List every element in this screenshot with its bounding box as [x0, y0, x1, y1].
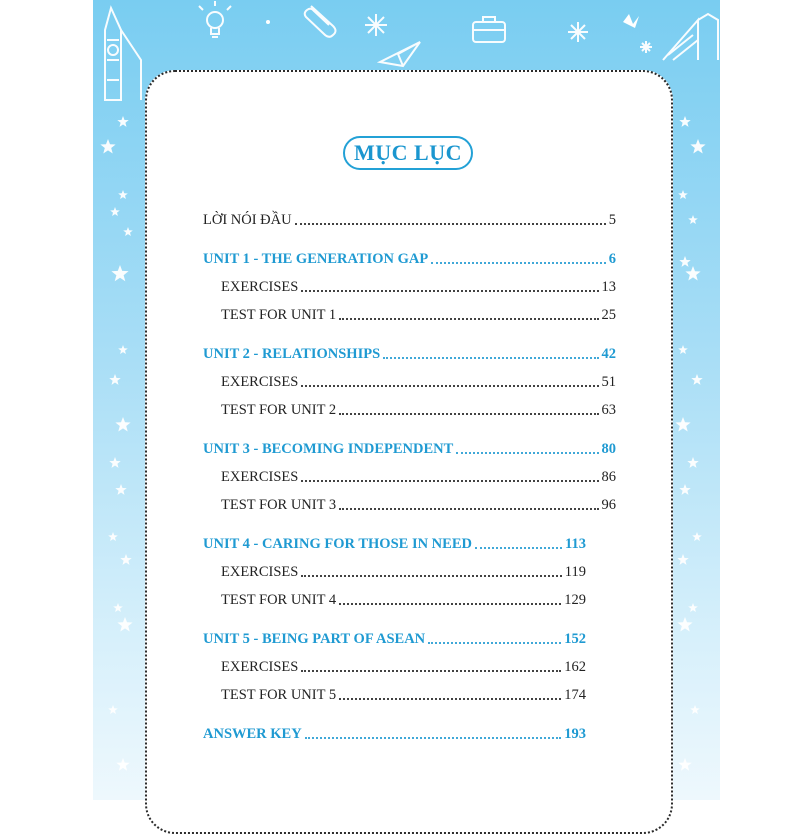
- star-icon: [115, 417, 130, 432]
- star-icon: [678, 758, 691, 771]
- tower-icon: [105, 8, 141, 100]
- toc-entry-label: LỜI NÓI ĐẦU: [203, 212, 292, 228]
- toc-entry-page: 162: [564, 659, 586, 675]
- toc-entry-label: TEST FOR UNIT 5: [221, 687, 337, 703]
- dot-leader: [456, 452, 598, 454]
- toc-entry-label: UNIT 4 - CARING FOR THOSE IN NEED: [203, 536, 472, 552]
- toc-entry-page: 96: [601, 497, 616, 513]
- star-icon: [118, 345, 128, 354]
- toc-entry-page: 63: [601, 402, 616, 418]
- toc-entry-label: TEST FOR UNIT 3: [221, 497, 337, 513]
- toc-entry-label: UNIT 5 - BEING PART OF ASEAN: [203, 631, 426, 647]
- toc-entry-page: 119: [564, 564, 586, 580]
- dot-leader: [339, 318, 598, 320]
- paper-plane-icon: [380, 42, 420, 66]
- dot-leader: [339, 413, 598, 415]
- toc-entry: [221, 466, 616, 486]
- star-icon: [690, 139, 705, 154]
- star-icon: [123, 227, 133, 236]
- star-icon: [110, 207, 120, 216]
- butterfly-icon: [623, 14, 639, 28]
- toc-entry-label: TEST FOR UNIT 1: [221, 307, 337, 323]
- star-icon: [691, 374, 702, 385]
- toc-entry-page: 113: [565, 536, 586, 552]
- star-icon: [118, 190, 128, 199]
- dot-leader: [428, 642, 561, 644]
- lightbulb-icon: [199, 1, 231, 37]
- toc-entry: [221, 276, 616, 296]
- star-icon: [109, 374, 120, 385]
- star-icon: [688, 603, 698, 612]
- toc-entry-page: 42: [601, 346, 616, 362]
- snowflake-icon: [365, 14, 387, 36]
- dot-leader: [475, 547, 562, 549]
- star-icon: [111, 265, 128, 281]
- toc-entry-label: EXERCISES: [221, 279, 299, 295]
- toc-entry-page: 80: [601, 441, 616, 457]
- snowflake-icon: [568, 22, 588, 42]
- toc-unit-entry: [203, 533, 586, 553]
- toc-entry: [221, 371, 616, 391]
- star-icon: [116, 758, 129, 771]
- toc-unit-entry: [203, 723, 586, 743]
- bridge-icon: [663, 14, 718, 60]
- briefcase-icon: [473, 17, 505, 42]
- star-icon: [679, 256, 690, 267]
- toc-entry-page: 25: [601, 307, 616, 323]
- star-icon: [117, 617, 132, 632]
- dot-leader: [301, 290, 598, 292]
- toc-unit-entry: [203, 438, 616, 458]
- star-icon: [679, 116, 690, 127]
- dot-leader: [301, 385, 598, 387]
- toc-entry-label: TEST FOR UNIT 2: [221, 402, 337, 418]
- toc-entry-label: EXERCISES: [221, 564, 299, 580]
- toc-entry-page: 5: [608, 212, 616, 228]
- star-icon: [678, 345, 688, 354]
- star-icon: [115, 484, 126, 495]
- star-icon: [109, 457, 120, 468]
- toc-entry-label: UNIT 2 - RELATIONSHIPS: [203, 346, 381, 362]
- toc-entry: [221, 684, 586, 704]
- star-icon: [679, 484, 690, 495]
- dot-leader: [383, 357, 598, 359]
- toc-entry: [221, 304, 616, 324]
- star-icon: [690, 705, 700, 714]
- star-icon: [113, 603, 123, 612]
- dot-leader: [339, 603, 561, 605]
- star-icon: [678, 190, 688, 199]
- star-icon: [108, 705, 118, 714]
- star-icon: [677, 617, 692, 632]
- star-icon: [687, 457, 698, 468]
- toc-entry-label: TEST FOR UNIT 4: [221, 592, 337, 608]
- paperclip-icon: [305, 6, 336, 37]
- star-icon: [120, 554, 131, 565]
- toc-entry-page: 152: [564, 631, 586, 647]
- dot-leader: [301, 670, 561, 672]
- toc-entry: [221, 494, 616, 514]
- toc-entry-page: 129: [564, 592, 586, 608]
- toc-entry-page: 193: [564, 726, 586, 742]
- dot-leader: [301, 575, 561, 577]
- dot-leader: [305, 737, 562, 739]
- page-title: MỤC LỤC: [343, 136, 473, 170]
- star-icon: [685, 266, 700, 281]
- toc-entry-page: 86: [601, 469, 616, 485]
- dot-leader: [295, 223, 606, 225]
- toc-entry-page: 13: [601, 279, 616, 295]
- dot-leader: [431, 262, 606, 264]
- toc-entry-page: 51: [601, 374, 616, 390]
- toc-entry: [221, 656, 586, 676]
- toc-unit-entry: [203, 248, 616, 268]
- toc-entry: [221, 589, 586, 609]
- toc-entry: [221, 561, 586, 581]
- toc-entry-label: UNIT 1 - THE GENERATION GAP: [203, 251, 429, 267]
- toc-unit-entry: [203, 343, 616, 363]
- dot-leader: [301, 480, 598, 482]
- toc-entry: [221, 399, 616, 419]
- toc-unit-entry: [203, 628, 586, 648]
- star-icon: [677, 554, 688, 565]
- star-icon: [117, 116, 128, 127]
- star-icon: [100, 139, 115, 154]
- star-icon: [108, 532, 118, 541]
- toc-entry-label: EXERCISES: [221, 374, 299, 390]
- toc-entry-label: ANSWER KEY: [203, 726, 302, 742]
- toc-entry-label: EXERCISES: [221, 469, 299, 485]
- toc-entry-label: UNIT 3 - BECOMING INDEPENDENT: [203, 441, 454, 457]
- star-icon: [688, 215, 698, 224]
- dot-leader: [339, 698, 561, 700]
- toc-entry-label: EXERCISES: [221, 659, 299, 675]
- toc-entry-page: 174: [564, 687, 586, 703]
- dot-leader: [339, 508, 598, 510]
- star-icon: [692, 532, 702, 541]
- toc-entry-page: 6: [608, 251, 616, 267]
- star-icon: [675, 417, 690, 432]
- toc-entry: [203, 209, 616, 229]
